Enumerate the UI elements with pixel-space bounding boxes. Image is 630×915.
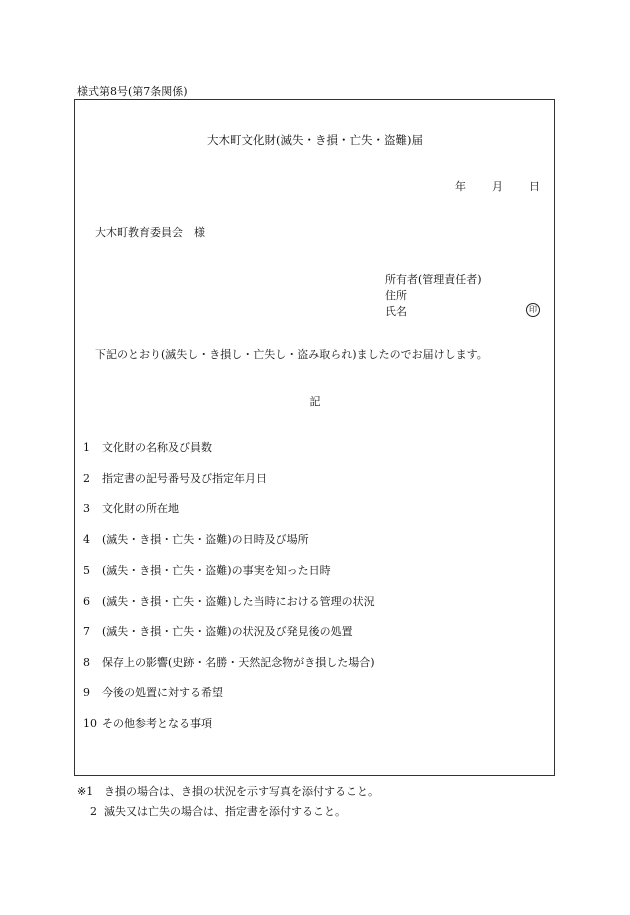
form-number-label: 様式第8号(第7条関係) [77,85,188,98]
item-text: (滅失・き損・亡失・盗難)の日時及び場所 [102,533,309,546]
item-number: 3 [83,502,90,515]
notes [77,782,379,822]
list-item [83,626,353,637]
addressee: 大木町教育委員会 様 [95,226,205,239]
owner-block [385,272,482,320]
item-number: 7 [83,625,90,638]
list-item [83,718,212,729]
item-text: 保存上の影響(史跡・名勝・天然記念物がき損した場合) [102,656,375,669]
seal-mark: 印 [526,303,540,317]
item-number: 8 [83,656,90,669]
note-text: き損の場合は、き損の状況を示す写真を添付すること。 [104,785,379,798]
list-item [83,596,375,607]
list-item [83,687,223,698]
item-text: 文化財の所在地 [102,502,179,515]
item-text: 文化財の名称及び員数 [102,441,212,454]
list-item [83,565,331,576]
date-month-label: 月 [492,180,503,193]
list-item [83,503,179,514]
item-text: (滅失・き損・亡失・盗難)の状況及び発見後の処置 [102,625,353,638]
note-line [77,802,379,822]
item-number: 2 [83,472,90,485]
address-label: 住所 [385,289,407,302]
item-number: 6 [83,595,90,608]
form-frame [74,99,555,776]
date-year-label: 年 [455,180,466,193]
list-item [83,473,267,484]
note-text: 滅失又は亡失の場合は、指定書を添付すること。 [104,805,346,818]
item-text: (滅失・き損・亡失・盗難)した当時における管理の状況 [102,595,375,608]
note-mark: 2 [90,805,97,818]
item-text: その他参考となる事項 [102,717,212,730]
list-item [83,442,212,453]
item-number: 10 [83,717,97,730]
owner-label: 所有者(管理責任者) [385,273,482,286]
list-item [83,657,375,668]
ki-heading: 記 [309,395,321,408]
note-mark: ※1 [77,785,94,798]
list-item [83,534,309,545]
item-text: (滅失・き損・亡失・盗難)の事実を知った日時 [102,564,331,577]
note-line [77,782,379,802]
date-day-label: 日 [529,180,540,193]
statement-text: 下記のとおり(滅失し・き損し・亡失し・盗み取られ)ましたのでお届けします。 [95,348,488,361]
document-title: 大木町文化財(滅失・き損・亡失・盗難)届 [207,133,423,147]
item-text: 今後の処置に対する希望 [102,686,223,699]
item-number: 5 [83,564,90,577]
item-number: 4 [83,533,90,546]
name-label: 氏名 [385,305,407,318]
item-number: 9 [83,686,90,699]
item-text: 指定書の記号番号及び指定年月日 [102,472,267,485]
item-number: 1 [83,441,90,454]
